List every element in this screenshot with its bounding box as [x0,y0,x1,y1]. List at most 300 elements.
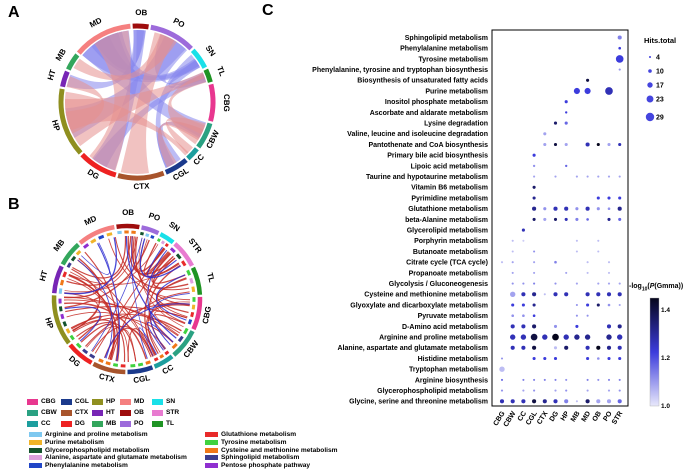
pathway-tick [160,355,163,357]
data-dot [607,346,611,350]
pathway-tick [99,236,104,238]
region-label-HP: HP [43,316,56,330]
data-dot [608,272,610,274]
data-dot [552,334,559,341]
data-dot [618,346,622,350]
data-dot [607,324,611,328]
pathway-tick [99,360,103,362]
data-dot [532,399,536,403]
data-dot [512,272,514,274]
data-dot [565,272,567,274]
data-dot [553,292,557,296]
legend-swatch [29,455,42,460]
data-dot [533,390,535,392]
pathway-tick [61,280,62,285]
data-dot [510,292,515,297]
data-dot [619,69,621,71]
data-dot [533,303,536,306]
data-dot [522,283,524,285]
data-dot [512,261,514,263]
pathway-tick [192,312,193,317]
legend-swatch [152,410,163,416]
data-dot [554,143,557,146]
pathway-label: D-Amino acid metabolism [402,323,488,331]
data-dot [619,379,621,381]
pathway-label: Arginine and proline metabolism [379,334,488,342]
data-dot [608,390,610,392]
data-dot [533,196,536,199]
size-legend-dot [647,82,652,87]
data-dot [618,292,622,296]
data-dot [554,261,557,264]
legend-swatch [205,463,218,468]
legend-swatch [92,410,103,416]
data-dot [576,400,578,402]
data-dot [532,346,536,350]
pathway-tick [84,244,88,247]
data-dot [597,207,600,210]
pathway-label: Tyrosine metabolism [418,56,488,64]
legend-label: Arginine and proline metabolism [45,431,148,439]
data-dot [501,261,503,263]
pathway-tick [138,364,143,365]
data-dot [554,218,557,221]
region-label-CBG: CBG [221,93,232,112]
pathway-tick [177,254,180,258]
legend-label: Alanine, aspartate and glutamate metabolism [45,454,187,462]
data-dot [501,379,503,381]
legend-label: CBG [41,398,56,405]
size-legend-dot [648,69,652,73]
metabolism-legend-item [205,462,385,470]
data-dot [543,399,547,403]
pathway-tick [158,239,161,240]
region-label-CBW: CBW [204,128,222,151]
data-dot [607,196,610,199]
pathway-label: Lipoic acid metabolism [410,163,488,171]
data-dot [585,88,591,94]
pathway-tick [179,337,182,342]
data-dot [574,334,579,339]
region-arc-OB [133,26,149,27]
region-label-CC: CC [160,362,176,377]
data-dot [597,250,599,252]
metabolism-legend-item [205,439,385,447]
data-dot [554,283,556,285]
pathway-label: Propanoate metabolism [408,270,488,278]
data-dot [542,334,547,339]
region-tick-label: MD [580,410,593,424]
data-dot [618,47,621,50]
data-dot [522,303,525,306]
legend-label: Cysteine and methionine metabolism [221,446,338,454]
legend-label: Glycerophospholipid metabolism [45,446,150,454]
data-dot [618,324,622,328]
region-arc-HT [63,72,68,87]
region-tick-label: CGL [525,410,539,427]
region-label-TL: TL [215,65,227,78]
data-dot [586,292,590,296]
data-dot [533,176,535,178]
metabolism-legend-right [205,431,385,469]
pathway-tick [146,235,149,236]
pathway-tick [67,329,69,333]
legend-label: MB [106,420,117,427]
data-dot [596,292,600,296]
data-dot [554,357,557,360]
data-dot [618,399,622,403]
data-dot [543,207,546,210]
region-label-CGL: CGL [132,373,151,386]
region-color-legend [27,396,192,429]
data-dot [565,100,568,103]
pathway-label: Purine metabolism [425,88,488,96]
pathway-label: Glycerolipid metabolism [406,227,488,235]
region-tick-label: STR [611,410,625,426]
colorbar-title-paren: ( [647,283,650,290]
panel-c-bubble-plot [262,0,700,472]
region-label-HT: HT [37,269,50,283]
data-dot [533,357,536,360]
data-dot [511,314,514,317]
colorbar-title-prefix: -log [629,283,642,290]
pathway-label: Butanoate metabolism [412,248,488,256]
data-dot [586,357,589,360]
legend-swatch [61,399,72,405]
legend-swatch [205,432,218,437]
data-dot [544,293,546,295]
legend-label: Purine metabolism [45,439,104,447]
data-dot [533,218,536,221]
metabolism-legend-item [205,446,385,454]
region-tick-label: CC [516,410,529,423]
data-dot [533,154,536,157]
pathway-tick [113,365,118,366]
data-dot [619,304,621,306]
line-layer [64,236,190,362]
legend-label: SN [166,398,176,405]
metabolism-legend-item [205,454,385,462]
region-label-HP: HP [49,118,62,133]
pathway-label: Ascorbate and aldarate metabolism [369,109,488,117]
legend-swatch [205,455,218,460]
data-dot [564,334,569,339]
legend-swatch [29,463,42,468]
region-legend-item-HP [92,396,120,407]
data-dot [522,314,525,317]
size-legend-value: 23 [656,96,664,104]
region-label-STR: STR [186,236,204,255]
data-dot [608,379,610,381]
region-tick-label: CTX [536,410,550,426]
data-dot [618,143,621,146]
size-legend-dot [647,96,654,103]
data-dot [554,390,556,392]
pathway-label: Cysteine and methionine metabolism [364,291,488,299]
legend-label: MD [134,398,145,405]
pathway-tick [68,263,70,267]
panel-b-chord-diagram [10,198,250,398]
colorbar-title-rest: (Gmma)) [654,283,684,290]
pathway-tick [146,362,151,364]
panel-c-label: C [262,2,274,19]
region-label-CBW: CBW [181,339,201,360]
data-dot [576,250,578,252]
data-dot [532,207,536,211]
data-dot [522,390,524,392]
data-dot [596,346,600,350]
hits-total-legend-title: Hits.total [644,36,677,45]
region-label-PO: PO [147,210,162,224]
legend-swatch [27,399,38,405]
region-label-HT: HT [45,68,58,82]
colorbar-title-sub: 10 [641,286,648,293]
data-dot [522,240,524,242]
pathway-tick [107,234,112,235]
data-dot [619,176,621,178]
data-dot [533,314,536,317]
panel-a-label: A [8,4,20,21]
size-legend-value: 17 [656,82,664,90]
data-dot [565,390,567,392]
pathway-label: Inositol phosphate metabolism [384,99,488,107]
pathway-label: Histidine metabolism [417,355,488,363]
data-dot [607,218,610,221]
data-dot [521,324,525,328]
region-legend-item-DG [61,418,92,429]
data-dot [597,357,600,360]
pathway-tick [83,350,87,353]
data-dot [575,207,578,210]
data-dot [533,379,535,381]
region-label-MB: MB [53,47,69,63]
ring-layer [38,208,217,385]
pathway-label: Glycolysis / Gluconeogenesis [388,281,488,288]
data-dot [501,390,503,392]
region-label-TL: TL [205,271,217,284]
pathway-tick [184,328,187,333]
data-dot [522,229,525,232]
data-dot [574,88,580,94]
pathway-label: Phenylalanine, tyrosine and tryptophan biosynthesis [312,67,488,74]
pathway-tick [188,270,190,275]
data-dot [544,379,546,381]
data-dot [608,261,610,263]
region-legend-item-CBG [27,396,61,407]
legend-label: DG [75,420,85,427]
legend-label: HP [106,398,116,405]
data-dot [500,399,504,403]
pathway-tick [173,344,177,348]
data-dot [608,176,610,178]
legend-swatch [29,432,42,437]
pathway-label: Citrate cycle (TCA cycle) [406,259,488,267]
data-dot [531,334,538,341]
colorbar [650,298,659,406]
metabolism-legend-item [29,454,209,462]
pathway-label: Porphyrin metabolism [414,238,488,246]
data-dot [543,132,546,135]
pathway-tick [140,233,143,234]
region-label-DG: DG [85,167,101,182]
data-dot [511,324,515,328]
metabolism-legend-item [29,446,209,454]
data-dot [510,334,515,339]
data-dot [587,176,589,178]
legend-label: CTX [75,409,89,416]
data-dot [606,334,611,339]
region-label-SN: SN [203,43,218,59]
data-dot [618,207,622,211]
pathway-label: Tryptophan metabolism [409,366,488,374]
pathway-label: Primary bile acid biosynthesis [387,152,488,160]
region-arc-CBG [211,84,213,121]
pathway-label: Phenylalanine metabolism [400,45,488,53]
legend-swatch [152,421,163,427]
data-dot [532,324,536,328]
data-dot [564,207,568,211]
data-dot [618,35,622,39]
data-dot [618,357,621,360]
pathway-tick [106,363,111,364]
data-dot [576,176,578,178]
region-label-OB: OB [122,207,135,218]
region-legend-item-PO [120,418,152,429]
size-legend-dot [646,113,654,121]
data-dot [499,367,504,372]
region-label-CGL: CGL [171,166,191,183]
legend-swatch [29,448,42,453]
colorbar-tick-label: 1.2 [661,355,671,362]
data-dot [501,357,503,359]
legend-swatch [27,421,38,427]
data-dot [597,379,599,381]
pathway-tick [60,288,61,293]
data-dot [576,240,578,242]
data-dot [607,292,611,296]
pathway-label: Lysine degradation [424,120,488,128]
region-legend-item-TL [152,418,180,429]
data-dot [565,122,568,125]
colorbar-tick-label: 1.0 [661,403,671,410]
data-dot [565,379,567,381]
region-tick-label: OB [591,410,603,423]
data-dot [521,346,525,350]
region-label-MD: MD [82,213,98,228]
data-dot [565,143,568,146]
pathway-tick [77,344,81,348]
region-tick-label: HP [559,410,571,423]
region-legend-item-SN [152,396,180,407]
pathway-label: Vitamin B6 metabolism [411,184,488,192]
data-dot [533,283,535,285]
region-legend-item-HT [92,407,120,418]
data-dot [607,143,610,146]
legend-label: Pentose phosphate pathway [221,462,311,470]
size-legend-dot [649,56,651,58]
region-label-CTX: CTX [133,181,150,192]
region-legend-item-CTX [61,407,92,418]
pathway-tick [165,352,168,354]
region-arc-TL [206,70,211,82]
data-dot [576,304,578,306]
region-arc-CGL [128,367,153,372]
region-tick-label: PO [602,410,614,423]
legend-label: Sphingolipid metabolism [221,454,300,462]
region-legend-item-STR [152,407,180,418]
pathway-tick [90,355,95,358]
panel-a-chord-diagram [16,0,260,200]
data-dot [554,379,556,381]
legend-label: Tyrosine metabolism [221,439,287,447]
region-label-MD: MD [88,15,104,30]
data-dot [512,240,514,242]
region-legend-item-CC [27,418,61,429]
legend-swatch [120,399,131,405]
data-dot [554,122,557,125]
metabolism-legend-item [29,462,209,470]
region-tick-label: DG [548,410,561,423]
legend-swatch [61,421,72,427]
pathway-label: Sphingolipid metabolism [404,34,488,42]
pathway-tick [60,306,61,311]
data-dot [553,207,557,211]
pathway-tick [64,272,66,277]
pathway-tick [166,244,168,246]
region-legend-item-CGL [61,396,92,407]
pathway-tick [151,236,154,237]
panel-b-label: B [8,196,20,213]
pathway-label: Glutathione metabolism [408,206,488,214]
data-dot [605,87,613,95]
legend-label: Glutathione metabolism [221,431,297,439]
pathway-label: Glyoxylate and dicarboxylate metabolism [350,302,488,310]
data-dot [586,346,590,350]
data-dot [608,304,611,307]
data-dot [597,176,599,178]
legend-swatch [29,440,42,445]
data-dot [533,186,536,189]
data-dot [511,303,514,306]
legend-label: HT [106,409,115,416]
data-dot [586,79,589,82]
pathway-label: Taurine and hypotaurine metabolism [365,174,488,181]
data-dot [607,399,611,403]
pathway-tick [162,242,164,244]
data-dot [533,261,535,263]
legend-label: TL [166,420,175,427]
data-dot [543,143,546,146]
data-dot [564,292,568,296]
data-dot [586,207,590,211]
pathway-label: Glycine, serine and threonine metabolism [349,398,488,406]
data-dot [554,346,557,349]
metabolism-legend-item [205,431,385,439]
data-dot [565,111,567,113]
region-label-CBG: CBG [200,305,214,325]
data-dot [533,272,535,274]
data-dot [597,196,600,199]
region-legend-item-MB [92,418,120,429]
data-dot [522,379,524,381]
data-dot [553,399,557,403]
data-dot [543,218,546,221]
legend-swatch [92,399,103,405]
size-legend-value: 10 [656,68,664,76]
metabolism-legend-left [29,431,209,469]
size-legend-value: 4 [656,54,660,62]
data-dot [576,283,578,285]
